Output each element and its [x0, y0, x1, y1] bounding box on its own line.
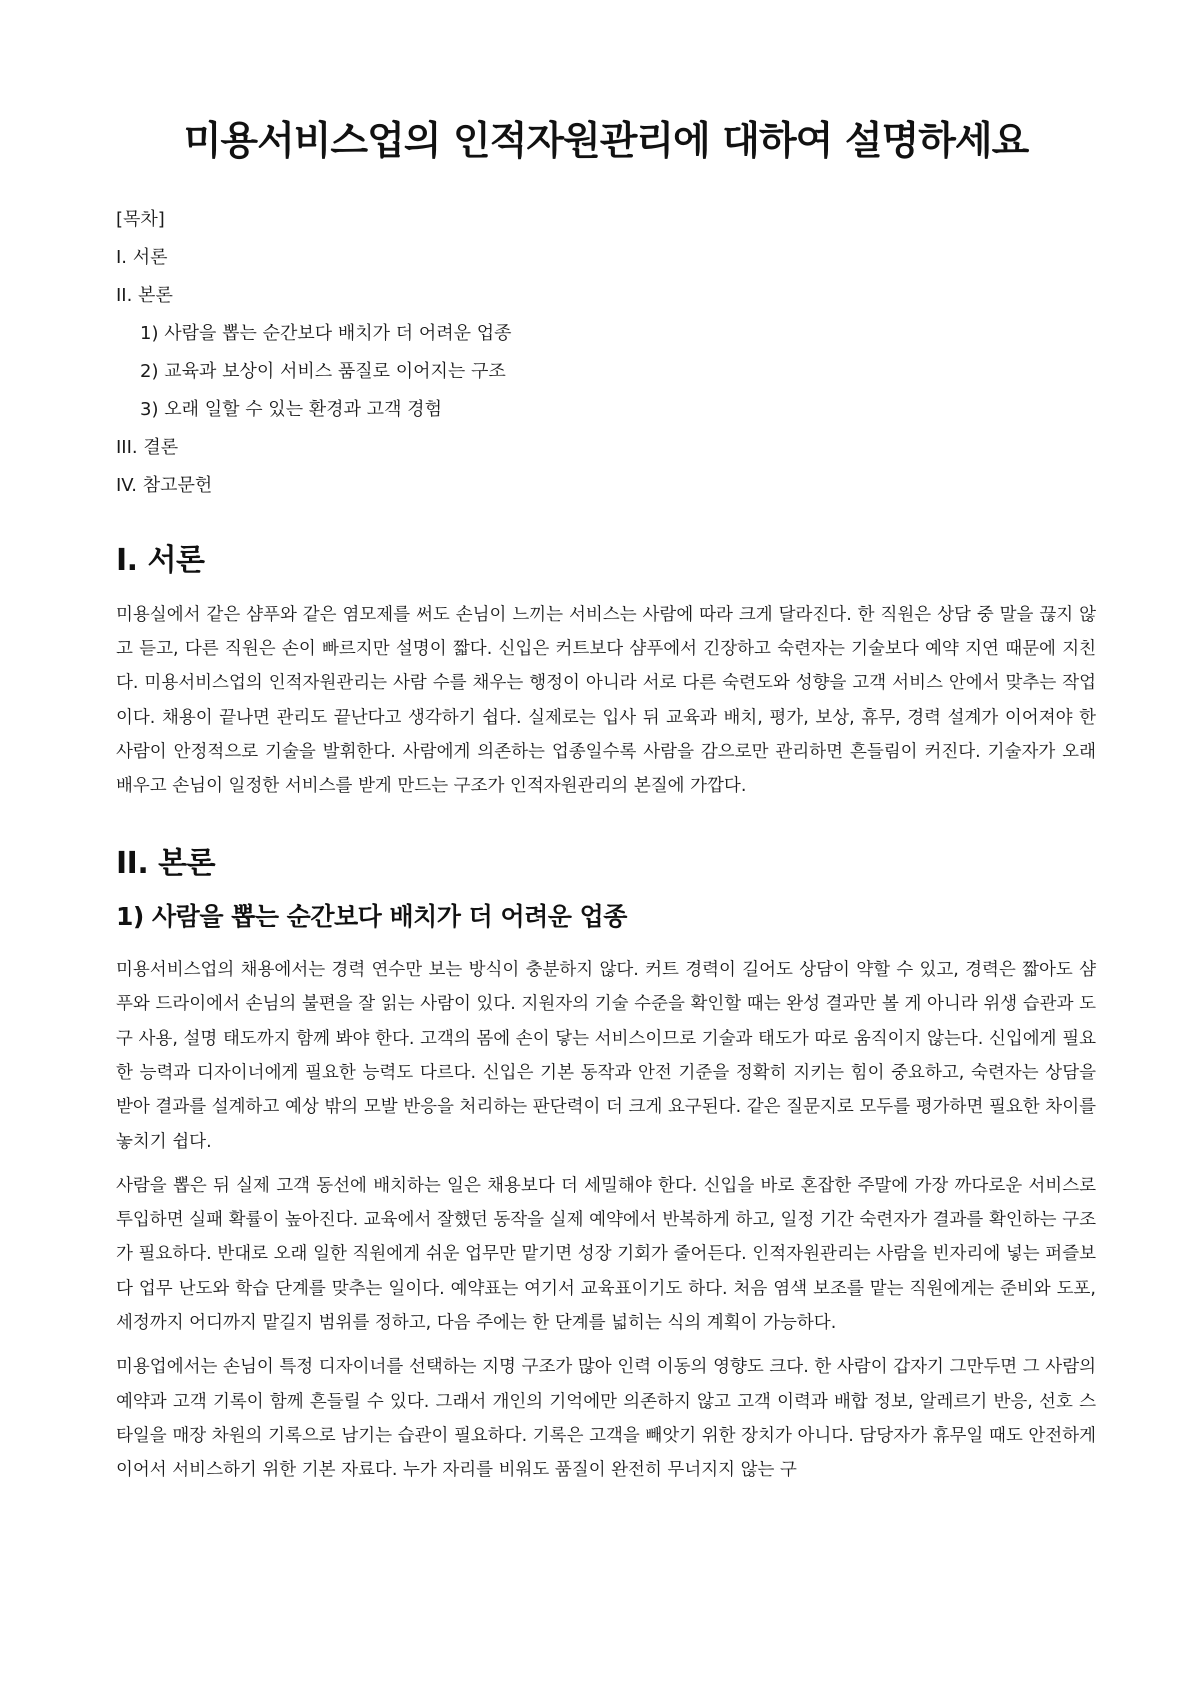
introduction-section: [116, 541, 1096, 804]
toc-subitem: 3) 오래 일할 수 있는 환경과 고객 경험: [140, 398, 442, 420]
subsection-heading-1: 1) 사람을 뽑는 순간보다 배치가 더 어려운 업종: [116, 901, 627, 931]
table-of-contents: [116, 201, 1096, 505]
toc-item: II. 본론: [116, 284, 173, 306]
toc-item: IV. 참고문헌: [116, 474, 213, 496]
toc-subitem: 2) 교육과 보상이 서비스 품질로 이어지는 구조: [140, 360, 506, 382]
paragraph: 사람을 뽑은 뒤 실제 고객 동선에 배치하는 일은 채용보다 더 세밀해야 한다. 신입을 바로 혼잡한 주말에 가장 까다로운 서비스로 투입하면 실패 확률이 높아진다. 교육에서 잘했던 동작을 실제 예약에서 반복하게 하고, 일정 기간 숙련자가 결과를 확인하는 구조가 필요하다. 반대로 오래 일한 직원에게 쉬운 업무만 맡기면 성장 기회가 줄어든다. 인적자원관리는 사람을 빈자리에 넣는 퍼즐보다 업무 난도와 학습 단계를 맞추는 일이다. 예약표는 여기서 교육표이기도 하다. 처음 염색 보조를 맡는 직원에게는 준비와 도포, 세정까지 어디까지 맡길지 범위를 정하고, 다음 주에는 한 단계를 넓히는 식의 계획이 가능하다.: [116, 1175, 1096, 1333]
toc-item: III. 결론: [116, 436, 179, 458]
toc-heading: [목차]: [116, 208, 165, 230]
section-heading-introduction: I. 서론: [116, 542, 205, 578]
body-section: [116, 844, 1096, 1488]
paragraph: 미용서비스업의 채용에서는 경력 연수만 보는 방식이 충분하지 않다. 커트 경력이 길어도 상담이 약할 수 있고, 경력은 짧아도 샴푸와 드라이에서 손님의 불편을 잘 읽는 사람이 있다. 지원자의 기술 수준을 확인할 때는 완성 결과만 볼 게 아니라 위생 습관과 도구 사용, 설명 태도까지 함께 봐야 한다. 고객의 몸에 손이 닿는 서비스이므로 기술과 태도가 따로 움직이지 않는다. 신입에게 필요한 능력과 디자이너에게 필요한 능력도 다르다. 신입은 기본 동작과 안전 기준을 정확히 지키는 힘이 중요하고, 숙련자는 상담을 받아 결과를 설계하고 예상 밖의 모발 반응을 처리하는 판단력이 더 크게 요구된다. 같은 질문지로 모두를 평가하면 필요한 차이를 놓치기 쉽다.: [116, 960, 1097, 1152]
document-title: 미용서비스업의 인적자원관리에 대하여 설명하세요: [183, 119, 1029, 164]
section-heading-body: II. 본론: [116, 845, 216, 881]
paragraph: 미용업에서는 손님이 특정 디자이너를 선택하는 지명 구조가 많아 인력 이동의 영향도 크다. 한 사람이 갑자기 그만두면 그 사람의 예약과 고객 기록이 함께 흔들릴 수 있다. 그래서 개인의 기억에만 의존하지 않고 고객 이력과 배합 정보, 알레르기 반응, 선호 스타일을 매장 차원의 기록으로 남기는 습관이 필요하다. 기록은 고객을 빼앗기 위한 장치가 아니다. 담당자가 휴무일 때도 안전하게 이어서 서비스하기 위한 기본 자료다. 누가 자리를 비워도 품질이 완전히 무너지지 않는 구: [116, 1357, 1096, 1481]
paragraph: 미용실에서 같은 샴푸와 같은 염모제를 써도 손님이 느끼는 서비스는 사람에 따라 크게 달라진다. 한 직원은 상담 중 말을 끊지 않고 듣고, 다른 직원은 손이 빠르지만 설명이 짧다. 신입은 커트보다 샴푸에서 긴장하고 숙련자는 기술보다 예약 지연 때문에 지친다. 미용서비스업의 인적자원관리는 사람 수를 채우는 행정이 아니라 서로 다른 숙련도와 성향을 고객 서비스 안에서 맞추는 작업이다. 채용이 끝나면 관리도 끝난다고 생각하기 쉽다. 실제로는 입사 뒤 교육과 배치, 평가, 보상, 휴무, 경력 설계가 이어져야 한 사람이 안정적으로 기술을 발휘한다. 사람에게 의존하는 업종일수록 사람을 감으로만 관리하면 흔들림이 커진다. 기술자가 오래 배우고 손님이 일정한 서비스를 받게 만드는 구조가 인적자원관리의 본질에 가깝다.: [116, 604, 1096, 797]
toc-subitem: 1) 사람을 뽑는 순간보다 배치가 더 어려운 업종: [140, 322, 512, 344]
toc-item: I. 서론: [116, 246, 168, 268]
